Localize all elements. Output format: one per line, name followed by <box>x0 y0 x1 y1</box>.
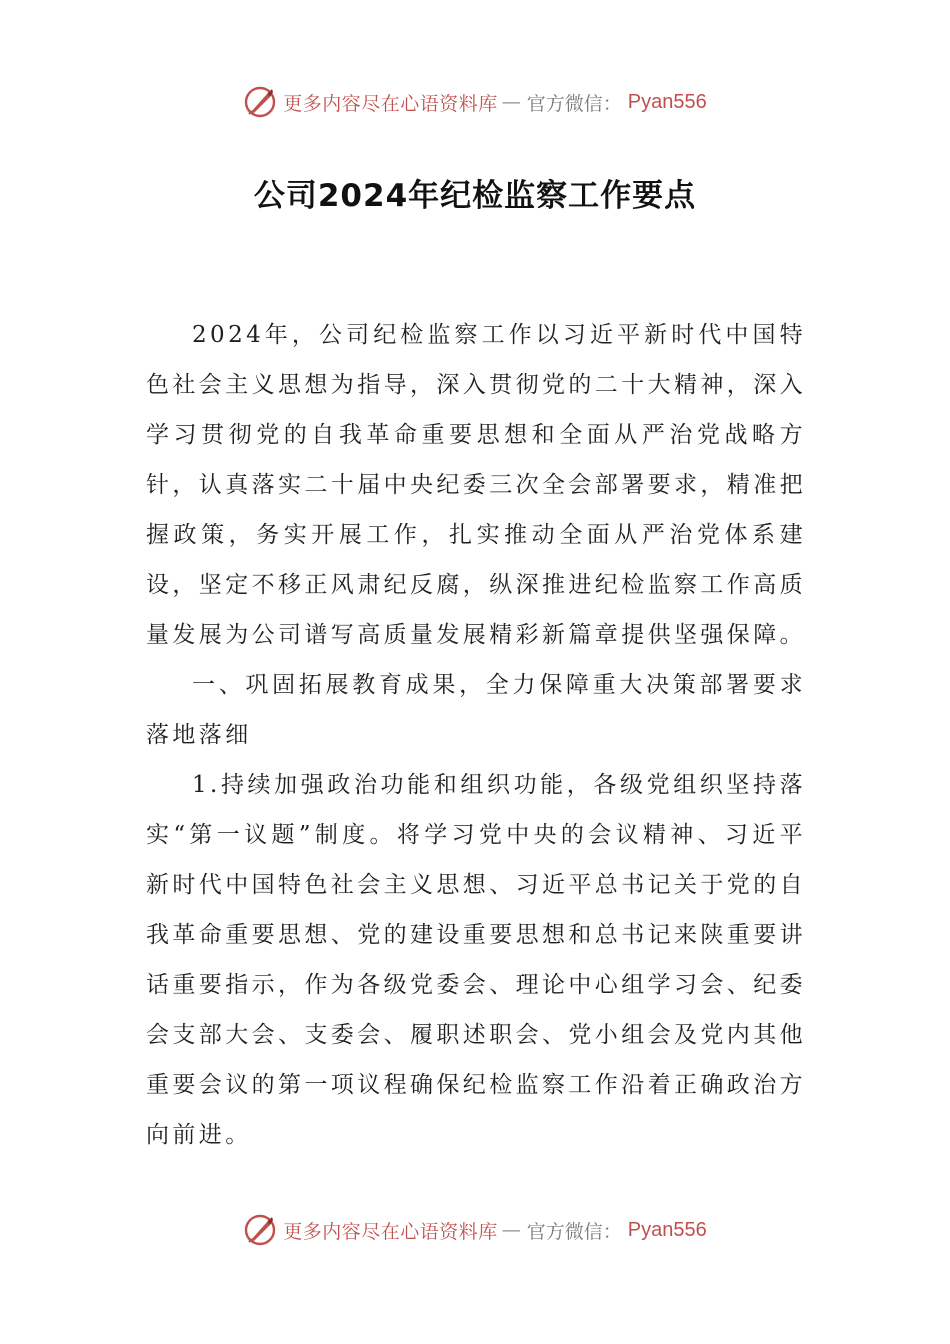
brand-text: 更多内容尽在心语资料库 <box>283 92 498 115</box>
wechat-label: 官方微信： <box>526 1220 622 1243</box>
quill-pen-logo-icon <box>243 1213 277 1247</box>
wechat-label: 官方微信： <box>526 92 622 115</box>
wechat-id: Pyan556 <box>627 90 707 113</box>
header-watermark-banner <box>0 82 950 122</box>
document-body <box>146 310 806 1160</box>
paragraph-intro: 2024年，公司纪检监察工作以习近平新时代中国特色社会主义思想为指导，深入贯彻党的二十大精神，深入学习贯彻党的自我革命重要思想和全面从严治党战略方针，认真落实二十届中央纪委三次全会部署要求，精准把握政策，务实开展工作，扎实推动全面从严治党体系建设，坚定不移正风肃纪反腐，纵深推进纪检监察工作高质量发展为公司谱写高质量发展精彩新篇章提供坚强保障。 <box>146 322 806 648</box>
separator-dash: — <box>501 91 521 113</box>
brand-text: 更多内容尽在心语资料库 <box>283 1220 498 1243</box>
footer-watermark-banner <box>0 1210 950 1250</box>
paragraph-item-1: 1.持续加强政治功能和组织功能，各级党组织坚持落实“第一议题”制度。将学习党中央的会议精神、习近平新时代中国特色社会主义思想、习近平总书记关于党的自我革命重要思想、党的建设重要思想和总书记来陕重要讲话重要指示，作为各级党委会、理论中心组学习会、纪委会支部大会、支委会、履职述职会、党小组会及党内其他重要会议的第一项议程确保纪检监察工作沿着正确政治方向前进。 <box>146 772 806 1148</box>
quill-pen-logo-icon <box>243 85 277 119</box>
wechat-id: Pyan556 <box>627 1218 707 1241</box>
section-heading-1: 一、巩固拓展教育成果，全力保障重大决策部署要求落地落细 <box>146 672 806 748</box>
separator-dash: — <box>501 1219 521 1241</box>
document-title: 公司2024年纪检监察工作要点 <box>253 178 697 214</box>
